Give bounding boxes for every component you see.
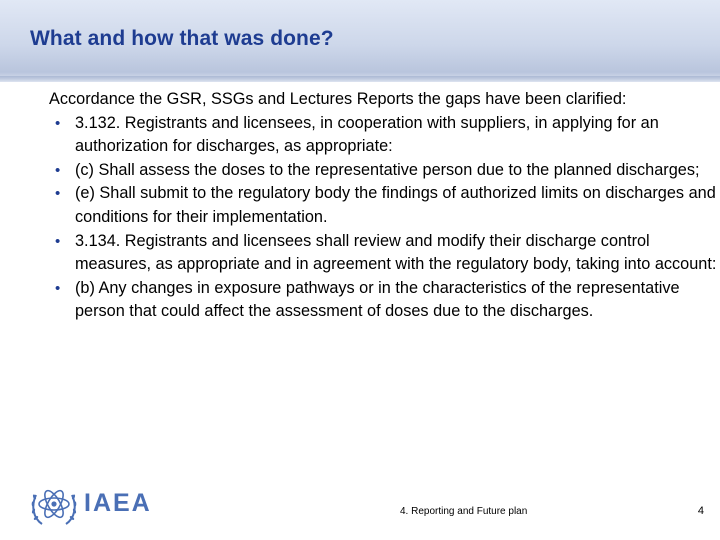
bullet-text: (e) Shall submit to the regulatory body the findings of authorized limits on discharges and conditions for their implementation.	[75, 184, 716, 226]
bullet-list	[49, 112, 717, 324]
intro-text: Accordance the GSR, SSGs and Lectures Reports the gaps have been clarified:	[49, 90, 627, 108]
bullet-item	[49, 112, 717, 159]
bullet-icon: •	[55, 279, 61, 297]
iaea-emblem-icon	[28, 480, 80, 532]
bullet-text: 3.132. Registrants and licensees, in cooperation with suppliers, in applying for an authorization for discharges, as appropriate:	[75, 113, 659, 156]
bullet-item	[49, 230, 717, 277]
bullet-icon: •	[55, 161, 61, 179]
bullet-item	[49, 277, 717, 324]
bullet-icon: •	[55, 232, 61, 250]
bullet-text: (c) Shall assess the doses to the representative person due to the planned discharges;	[75, 160, 700, 179]
page-number: 4	[697, 505, 704, 517]
footer-section-label: 4. Reporting and Future plan	[400, 506, 528, 517]
bullet-item	[49, 182, 717, 229]
bullet-icon: •	[55, 114, 61, 132]
slide-body	[49, 88, 717, 324]
iaea-logo-text: IAEA	[84, 489, 152, 517]
slide-title: What and how that was done?	[30, 27, 334, 50]
bullet-icon: •	[55, 185, 61, 203]
bullet-item	[49, 159, 717, 183]
bullet-text: (b) Any changes in exposure pathways or in the characteristics of the representative person that could affect the assessment of doses due to the discharges.	[75, 278, 680, 321]
bullet-text: 3.134. Registrants and licensees shall review and modify their discharge control measures, as appropriate and in agreement with the regulatory body, taking into account:	[75, 231, 717, 274]
iaea-logo	[28, 480, 168, 532]
